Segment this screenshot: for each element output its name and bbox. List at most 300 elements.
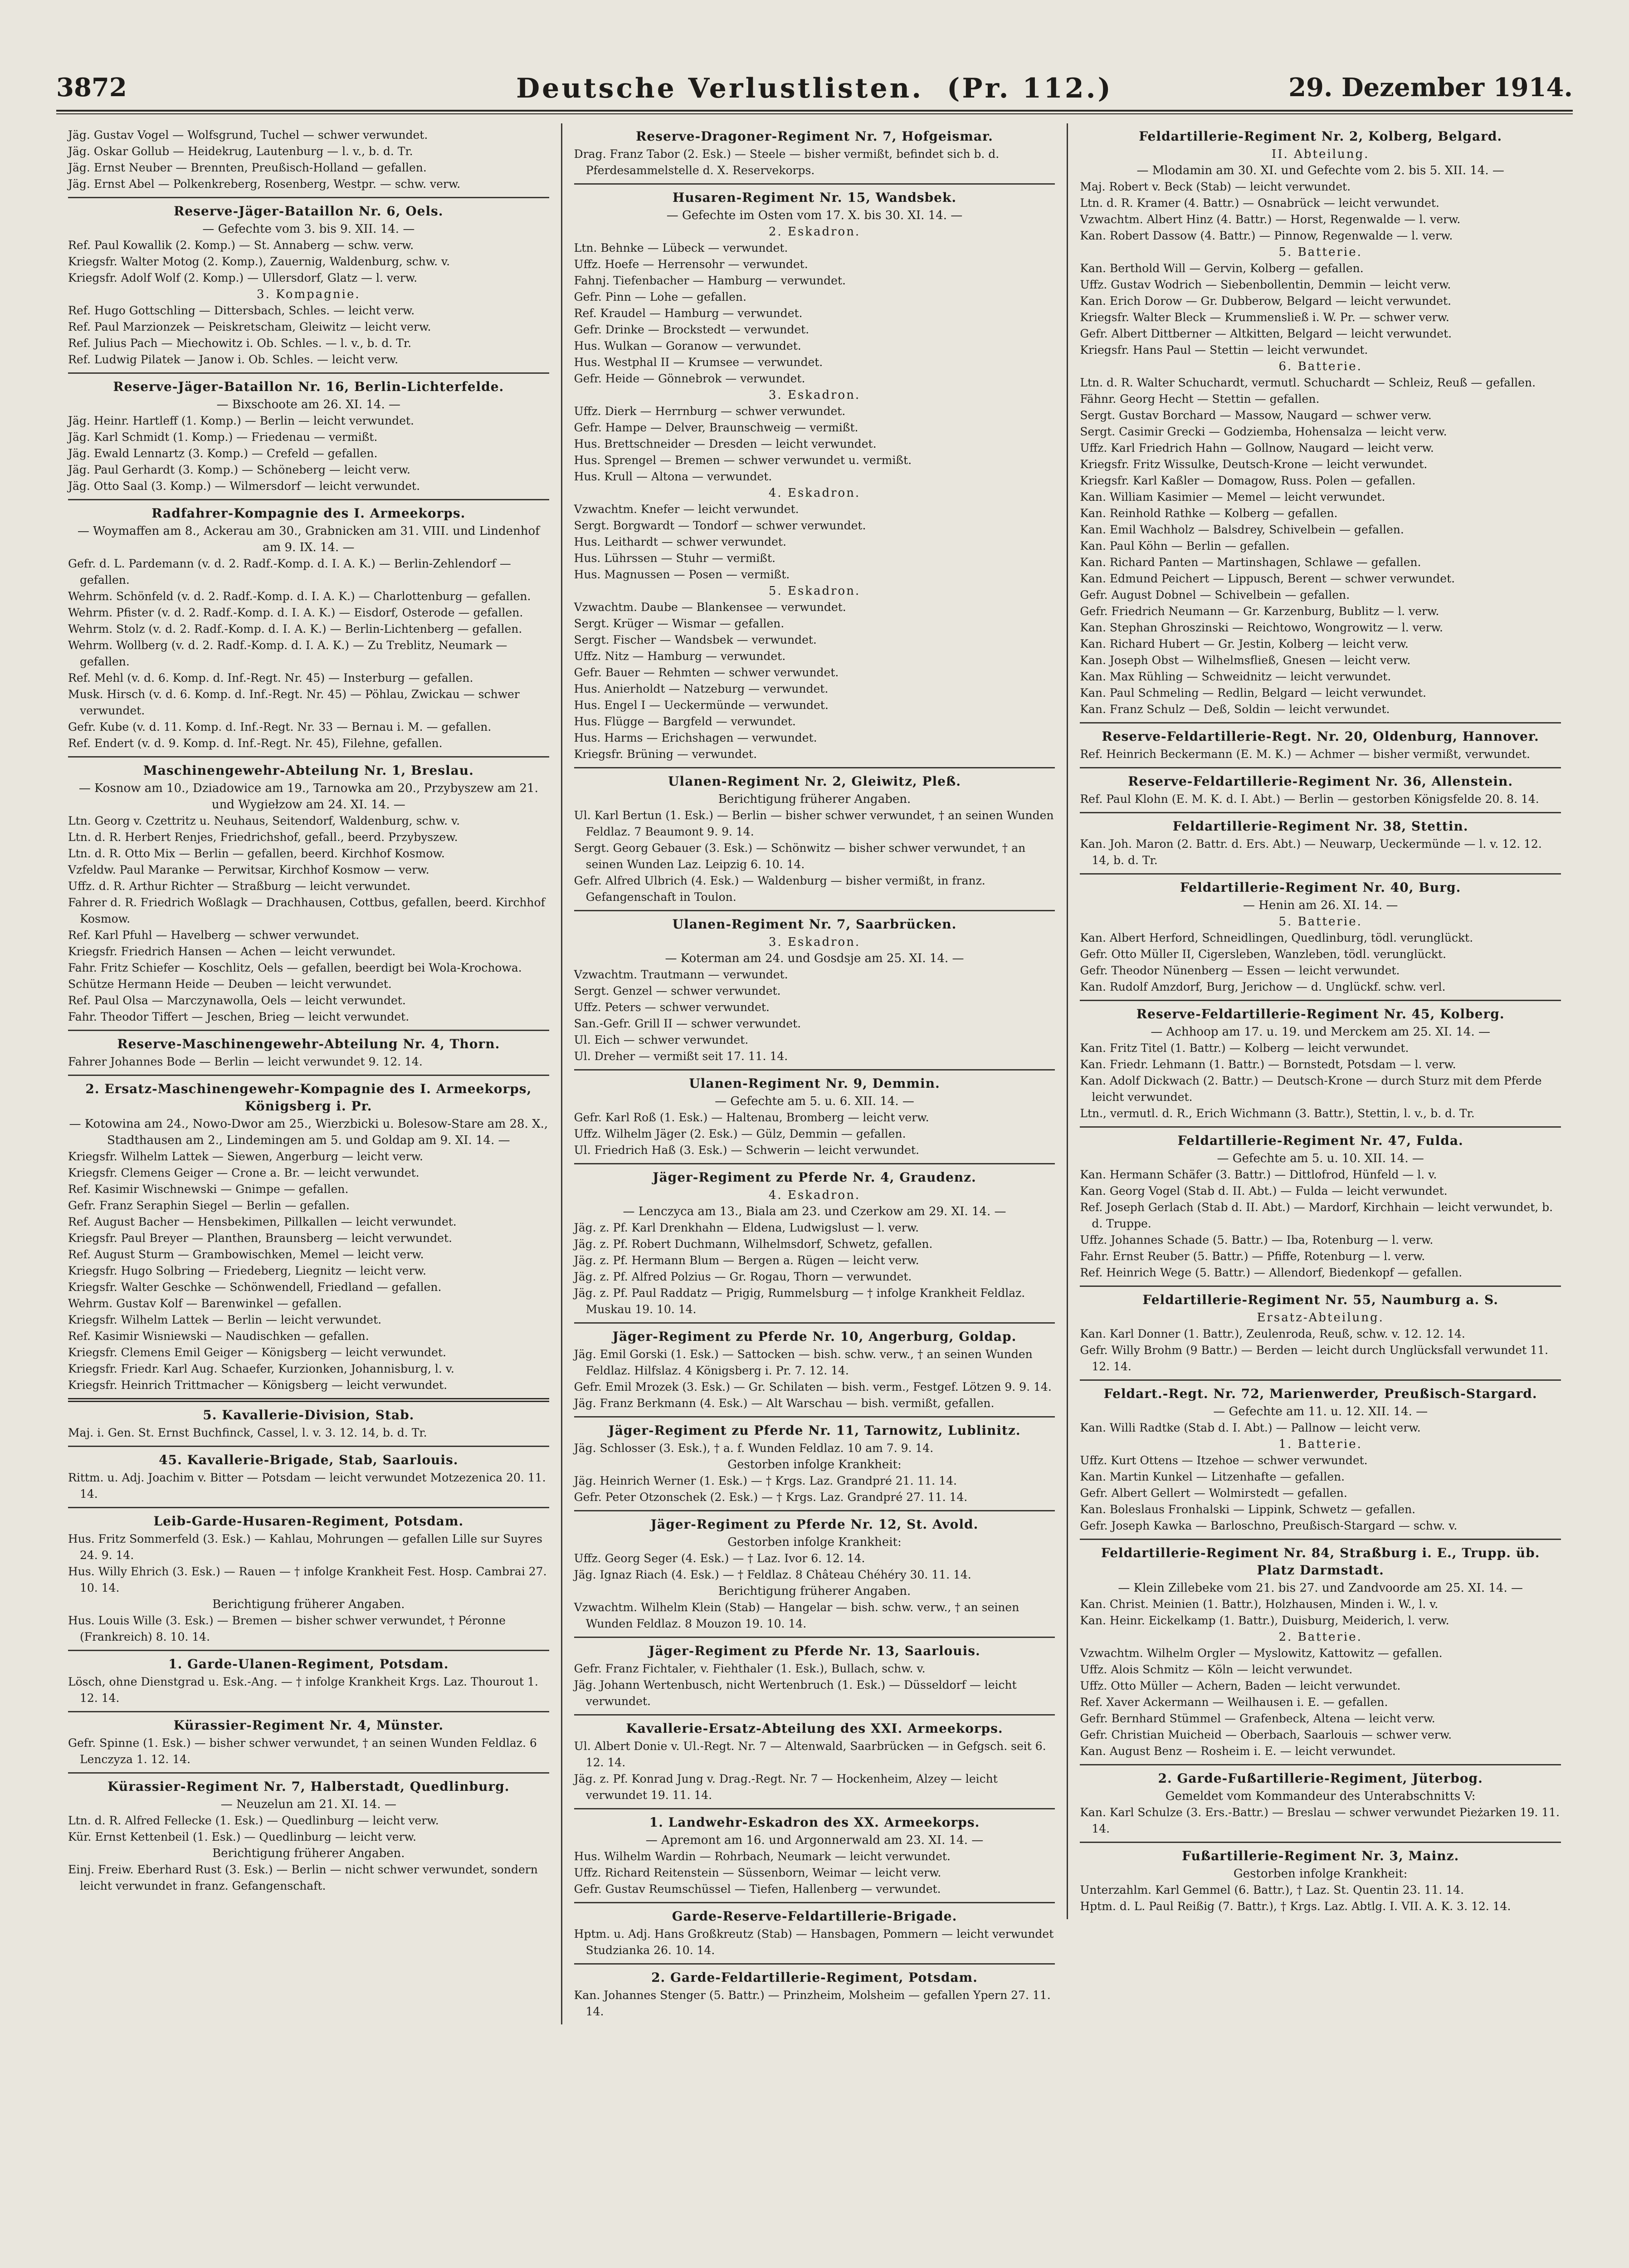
subsection-heading: 4. Eskadron. [768, 486, 861, 500]
casualty-entry: Kan. Friedr. Lehmann (1. Battr.) — Bornstedt, Potsdam — l. verw. [1080, 1058, 1456, 1071]
casualty-entry: Kriegsfr. Hugo Solbring — Friedeberg, Liegnitz — leicht verw. [68, 1264, 426, 1277]
section-title: Radfahrer-Kompagnie des I. Armeekorps. [151, 506, 466, 521]
page-header [56, 68, 1573, 110]
casualty-entry: Gefr. Bernhard Stümmel — Grafenbeck, Altena — leicht verw. [1080, 1712, 1435, 1725]
column-middle [561, 123, 1067, 2024]
casualty-entry: Hus. Lührssen — Stuhr — vermißt. [574, 552, 775, 565]
regiment-section [68, 372, 549, 499]
subsection-heading: 2. Eskadron. [768, 225, 861, 239]
casualty-entry: Lösch, ohne Dienstgrad u. Esk.-Ang. — † infolge Krankheit Krgs. Laz. Thourout 1. 12. 14. [68, 1675, 538, 1705]
casualty-entry: Fahr. Theodor Tiffert — Jeschen, Brieg — leicht verwundet. [68, 1010, 410, 1023]
regiment-section [574, 767, 1055, 910]
casualty-entry: Hus. Westphal II — Krumsee — verwundet. [574, 356, 823, 369]
regiment-section [68, 756, 549, 1030]
casualty-entry: Ref. Heinrich Beckermann (E. M. K.) — Achmer — bisher vermißt, verwundet. [1080, 748, 1530, 761]
casualty-entry: Kan. Heinr. Eickelkamp (1. Battr.), Duisburg, Meiderich, l. verw. [1080, 1614, 1449, 1627]
casualty-entry: Ul. Dreher — vermißt seit 17. 11. 14. [574, 1050, 788, 1063]
casualty-entry: Kriegsfr. Fritz Wissulke, Deutsch-Krone — leicht verwundet. [1080, 458, 1428, 471]
casualty-entry: Ltn. Behnke — Lübeck — verwundet. [574, 241, 788, 254]
casualty-entry: Sergt. Genzel — schwer verwundet. [574, 984, 781, 997]
casualty-entry: Ref. Endert (v. d. 9. Komp. d. Inf.-Regt. Nr. 45), Filehne, gefallen. [68, 737, 443, 750]
casualty-entry: Gefr. Franz Seraphin Siegel — Berlin — gefallen. [68, 1199, 350, 1212]
subsection-heading: 1. Batterie. [1278, 1437, 1362, 1451]
section-title: Reserve-Dragoner-Regiment Nr. 7, Hofgeismar. [636, 129, 993, 144]
regiment-section [68, 1398, 549, 1446]
casualty-entry: Kan. Boleslaus Fronhalski — Lippink, Schwetz — gefallen. [1080, 1503, 1416, 1516]
casualty-entry: Gefr. Albert Dittberner — Altkitten, Belgard — leicht verwundet. [1080, 327, 1452, 340]
casualty-entry: Kriegsfr. Walter Motog (2. Komp.), Zauernig, Waldenburg, schw. v. [68, 255, 450, 268]
section-title: Ulanen-Regiment Nr. 2, Gleiwitz, Pleß. [668, 774, 961, 789]
section-note: Berichtigung früherer Angaben. [212, 1847, 405, 1860]
casualty-entry: Kriegsfr. Paul Breyer — Planthen, Braunsberg — leicht verwundet. [68, 1232, 452, 1245]
casualty-entry: Hus. Louis Wille (3. Esk.) — Bremen — bisher schwer verwundet, † Péronne (Frankreich) 8. 10. 14. [68, 1614, 506, 1643]
section-note: Gemeldet vom Kommandeur des Unterabschnitts V: [1165, 1789, 1476, 1803]
casualty-entry: Kan. Richard Panten — Martinshagen, Schlawe — gefallen. [1080, 556, 1421, 569]
casualty-entry: Uffz. Gustav Wodrich — Siebenbollentin, Demmin — leicht verw. [1080, 278, 1451, 291]
casualty-entry: Gefr. Hampe — Delver, Braunschweig — vermißt. [574, 421, 858, 434]
casualty-entry: Kan. Willi Radtke (Stab d. I. Abt.) — Pallnow — leicht verw. [1080, 1421, 1421, 1434]
casualty-entry: Kan. Paul Köhn — Berlin — gefallen. [1080, 539, 1290, 552]
casualty-entry: Fahr. Ernst Reuber (5. Battr.) — Pfiffe, Rotenburg — l. verw. [1080, 1250, 1425, 1263]
casualty-entry: Musk. Hirsch (v. d. 6. Komp. d. Inf.-Regt. Nr. 45) — Pöhlau, Zwickau — schwer verwundet. [68, 688, 520, 717]
section-title: Feldartillerie-Regiment Nr. 40, Burg. [1180, 880, 1461, 895]
regiment-section [1080, 767, 1561, 812]
regiment-section [68, 499, 549, 756]
casualty-entry: Hus. Sprengel — Bremen — schwer verwundet u. vermißt. [574, 454, 912, 467]
casualty-entry: Gefr. Theodor Nünenberg — Essen — leicht verwundet. [1080, 964, 1400, 977]
regiment-section [1080, 123, 1561, 722]
regiment-section [68, 1650, 549, 1711]
section-note: — Kosnow am 10., Dziadowice am 19., Tarnowka am 20., Przybyszew am 21. und Wygiełzow am 24. XI. 14. — [78, 782, 538, 811]
casualty-entry: Kan. Adolf Dickwach (2. Battr.) — Deutsch-Krone — durch Sturz mit dem Pferde leicht verwundet. [1080, 1074, 1542, 1104]
casualty-entry: Uffz. Otto Müller — Achern, Baden — leicht verwundet. [1080, 1679, 1401, 1692]
casualty-entry: Ltn. d. R. Otto Mix — Berlin — gefallen, beerd. Kirchhof Kosmow. [68, 847, 445, 860]
section-note: — Gefechte am 5. u. 10. XII. 14. — [1217, 1152, 1424, 1165]
casualty-entry: Jäg. Otto Saal (3. Komp.) — Wilmersdorf — leicht verwundet. [68, 479, 420, 493]
casualty-entry: Fahr. Fritz Schiefer — Koschlitz, Oels — gefallen, beerdigt bei Wola-Krochowa. [68, 961, 522, 974]
subsection-heading: Ersatz-Abteilung. [1257, 1311, 1384, 1325]
regiment-section [574, 1069, 1055, 1163]
issue-number: (Pr. 112.) [946, 73, 1113, 104]
casualty-entry: Wehrm. Stolz (v. d. 2. Radf.-Komp. d. I. A. K.) — Berlin-Lichtenberg — gefallen. [68, 622, 522, 635]
casualty-entry: Ref. Kasimir Wischnewski — Gnimpe — gefallen. [68, 1183, 349, 1196]
casualty-entry: Kan. Joh. Maron (2. Battr. d. Ers. Abt.) — Neuwarp, Ueckermünde — l. v. 12. 12. 14, b. d. Tr. [1080, 837, 1542, 867]
casualty-entry: Kriegsfr. Friedr. Karl Aug. Schaefer, Kurzionken, Johannisburg, l. v. [68, 1362, 454, 1375]
section-note: — Klein Zillebeke vom 21. bis 27. und Zandvoorde am 25. XI. 14. — [1118, 1581, 1523, 1595]
casualty-entry: Ref. Hugo Gottschling — Dittersbach, Schles. — leicht verw. [68, 304, 415, 317]
casualty-entry: Gefr. Alfred Ulbrich (4. Esk.) — Waldenburg — bisher vermißt, in franz. Gefangenschaft in Toulon. [574, 874, 985, 904]
section-title: Ulanen-Regiment Nr. 9, Demmin. [689, 1076, 940, 1091]
casualty-entry: Fahrer Johannes Bode — Berlin — leicht verwundet 9. 12. 14. [68, 1055, 423, 1068]
regiment-section [574, 183, 1055, 767]
casualty-entry: Uffz. Richard Reitenstein — Süssenborn, Weimar — leicht verw. [574, 1866, 941, 1879]
casualty-entry: Kan. Paul Schmeling — Redlin, Belgard — leicht verwundet. [1080, 686, 1426, 699]
casualty-entry: Kan. Rudolf Amzdorf, Burg, Jerichow — d. Unglückf. schw. verl. [1080, 980, 1446, 993]
casualty-entry: Sergt. Gustav Borchard — Massow, Naugard — schwer verw. [1080, 409, 1432, 422]
casualty-entry: Kan. Edmund Peichert — Lippusch, Berent — schwer verwundet. [1080, 572, 1455, 585]
section-title: Reserve-Jäger-Bataillon Nr. 6, Oels. [174, 204, 444, 219]
regiment-section [1080, 1286, 1561, 1379]
casualty-entry: Kan. Richard Hubert — Gr. Jestin, Kolberg — leicht verw. [1080, 637, 1409, 650]
subsection-heading: II. Abteilung. [1272, 147, 1370, 161]
casualty-entry: Ltn. d. R. Kramer (4. Battr.) — Osnabrück — leicht verwundet. [1080, 196, 1439, 210]
regiment-section [1080, 1764, 1561, 1842]
page-number: 3872 [56, 73, 127, 103]
regiment-section [574, 1637, 1055, 1714]
casualty-entry: Ltn., vermutl. d. R., Erich Wichmann (3. Battr.), Stettin, l. v., b. d. Tr. [1080, 1107, 1475, 1120]
regiment-section [68, 1772, 549, 1899]
casualty-entry: Hus. Harms — Erichshagen — verwundet. [574, 731, 817, 744]
casualty-entry: Sergt. Georg Gebauer (3. Esk.) — Schönwitz — bisher schwer verwundet, † an seinen Wunden Laz. Leipzig 6. 10. 14. [574, 841, 1026, 871]
regiment-section [1080, 873, 1561, 1000]
casualty-entry: Jäg. Ernst Neuber — Brennten, Preußisch-Holland — gefallen. [68, 161, 427, 174]
casualty-entry: Gefr. Kube (v. d. 11. Komp. d. Inf.-Regt. Nr. 33 — Bernau i. M. — gefallen. [68, 720, 492, 733]
casualty-entry: Hptm. u. Adj. Hans Großkreutz (Stab) — Hansbagen, Pommern — leicht verwundet Studzianka 26. 10. 14. [574, 1927, 1054, 1957]
section-note: — Koterman am 24. und Gosdsje am 25. XI. 14. — [665, 952, 964, 965]
casualty-entry: Kriegsfr. Wilhelm Lattek — Siewen, Angerburg — leicht verw. [68, 1150, 423, 1163]
casualty-entry: Maj. i. Gen. St. Ernst Buchfinck, Cassel, l. v. 3. 12. 14, b. d. Tr. [68, 1426, 427, 1439]
section-note: Gestorben infolge Krankheit: [727, 1535, 902, 1549]
regiment-section [574, 910, 1055, 1069]
regiment-section [574, 1510, 1055, 1637]
section-note: Gestorben infolge Krankheit: [1233, 1867, 1408, 1881]
casualty-entry: Gefr. Drinke — Brockstedt — verwundet. [574, 323, 810, 336]
casualty-entry: Ul. Karl Bertun (1. Esk.) — Berlin — bisher schwer verwundet, † an seinen Wunden Feldlaz. 7 Beaumont 9. 9. 14. [574, 809, 1054, 838]
casualty-entry: Gefr. Pinn — Lohe — gefallen. [574, 290, 746, 303]
casualty-entry: Ref. Karl Pfuhl — Havelberg — schwer verwundet. [68, 929, 360, 942]
casualty-entry: Uffz. Kurt Ottens — Itzehoe — schwer verwundet. [1080, 1454, 1368, 1467]
regiment-section [574, 1163, 1055, 1322]
casualty-entry: Uffz. Georg Seger (4. Esk.) — † Laz. Ivor 6. 12. 14. [574, 1552, 865, 1565]
section-note: — Woymaffen am 8., Ackerau am 30., Grabnicken am 31. VIII. und Lindenhof am 9. IX. 14. — [77, 524, 540, 554]
casualty-entry: Hptm. d. L. Paul Reißig (7. Battr.), † Krgs. Laz. Abtlg. I. VII. A. K. 3. 12. 14. [1080, 1900, 1511, 1913]
casualty-entry: Kan. Emil Wachholz — Balsdrey, Schivelbein — gefallen. [1080, 523, 1404, 536]
casualty-entry: San.-Gefr. Grill II — schwer verwundet. [574, 1017, 801, 1030]
casualty-entry: Jäg. z. Pf. Paul Raddatz — Prigig, Rummelsburg — † infolge Krankheit Feldlaz. Muskau 19. 10. 14. [574, 1286, 1025, 1316]
casualty-entry: Kriegsfr. Brüning — verwundet. [574, 748, 757, 761]
section-note: Berichtigung früherer Angaben. [212, 1598, 405, 1611]
casualty-entry: Ref. Kasimir Wisniewski — Naudischken — gefallen. [68, 1330, 369, 1343]
section-title: Maschinengewehr-Abteilung Nr. 1, Breslau. [143, 763, 474, 778]
casualty-entry: Ref. Paul Klohn (E. M. K. d. I. Abt.) — Berlin — gestorben Königsfelde 20. 8. 14. [1080, 792, 1539, 806]
casualty-entry: Jäg. Schlosser (3. Esk.), † a. f. Wunden Feldlaz. 10 am 7. 9. 14. [574, 1442, 934, 1455]
casualty-entry: Jäg. z. Pf. Robert Duchmann, Wilhelmsdorf, Schwetz, gefallen. [574, 1237, 933, 1251]
casualty-entry: Hus. Flügge — Bargfeld — verwundet. [574, 715, 796, 728]
casualty-entry: Rittm. u. Adj. Joachim v. Bitter — Potsdam — leicht verwundet Motzezenica 20. 11. 14. [68, 1471, 546, 1501]
casualty-entry: Gefr. d. L. Pardemann (v. d. 2. Radf.-Komp. d. I. A. K.) — Berlin-Zehlendorf — gefallen. [68, 557, 511, 587]
casualty-entry: Kan. Johannes Stenger (5. Battr.) — Prinzheim, Molsheim — gefallen Ypern 27. 11. 14. [574, 1989, 1051, 2018]
regiment-section [68, 123, 549, 197]
casualty-entry: Hus. Brettschneider — Dresden — leicht verwundet. [574, 437, 877, 450]
subsection-heading: 3. Eskadron. [768, 388, 861, 402]
section-title: Feldartillerie-Regiment Nr. 38, Stettin. [1172, 819, 1468, 834]
casualty-entry: Gefr. August Dobnel — Schivelbein — gefallen. [1080, 588, 1350, 601]
casualty-entry: Ltn. Georg v. Czettritz u. Neuhaus, Seitendorf, Waldenburg, schw. v. [68, 814, 460, 827]
casualty-entry: Sergt. Fischer — Wandsbek — verwundet. [574, 633, 817, 646]
section-note: Berichtigung früherer Angaben. [718, 792, 911, 806]
casualty-entry: Ref. Paul Olsa — Marczynawolla, Oels — leicht verwundet. [68, 994, 406, 1007]
casualty-entry: Kriegsfr. Heinrich Trittmacher — Königsberg — leicht verwundet. [68, 1378, 448, 1392]
casualty-entry: Uffz. Peters — schwer verwundet. [574, 1001, 770, 1014]
section-title: Reserve-Maschinengewehr-Abteilung Nr. 4, Thorn. [117, 1036, 500, 1051]
section-title: Jäger-Regiment zu Pferde Nr. 13, Saarlouis. [649, 1643, 980, 1658]
section-title: Reserve-Feldartillerie-Regt. Nr. 20, Oldenburg, Hannover. [1102, 729, 1539, 744]
casualty-entry: Ltn. d. R. Alfred Fellecke (1. Esk.) — Quedlinburg — leicht verw. [68, 1814, 439, 1827]
regiment-section [68, 197, 549, 372]
casualty-entry: Einj. Freiw. Eberhard Rust (3. Esk.) — Berlin — nicht schwer verwundet, sondern leicht verwundet in franz. Gefangenschaft. [68, 1863, 538, 1892]
casualty-entry: Kriegsfr. Clemens Geiger — Crone a. Br. — leicht verwundet. [68, 1166, 419, 1179]
casualty-entry: Jäg. z. Pf. Karl Drenkhahn — Eldena, Ludwigslust — l. verw. [574, 1221, 919, 1234]
section-note: Berichtigung früherer Angaben. [718, 1584, 911, 1598]
casualty-entry: Hus. Anierholdt — Natzeburg — verwundet. [574, 682, 829, 695]
casualty-entry: Kan. Franz Schulz — Deß, Soldin — leicht verwundet. [1080, 703, 1390, 716]
regiment-section [1080, 812, 1561, 873]
section-title: Reserve-Feldartillerie-Regiment Nr. 36, Allenstein. [1128, 774, 1513, 789]
publication-title: Deutsche Verlustlisten. [516, 73, 924, 104]
casualty-entry: Ref. Mehl (v. d. 6. Komp. d. Inf.-Regt. Nr. 45) — Insterburg — gefallen. [68, 671, 473, 684]
casualty-entry: Uffz. Hoefe — Herrensohr — verwundet. [574, 258, 808, 271]
casualty-entry: Kriegsfr. Karl Kaßler — Domagow, Russ. Polen — gefallen. [1080, 474, 1416, 487]
casualty-entry: Gefr. Emil Mrozek (3. Esk.) — Gr. Schilaten — bish. verm., Festgef. Lötzen 9. 9. 14. [574, 1380, 1052, 1393]
casualty-entry: Hus. Krull — Altona — verwundet. [574, 470, 772, 483]
section-note: Gestorben infolge Krankheit: [727, 1458, 902, 1471]
casualty-entry: Uffz. Wilhelm Jäger (2. Esk.) — Gülz, Demmin — gefallen. [574, 1127, 906, 1140]
casualty-entry: Unterzahlm. Karl Gemmel (6. Battr.), † Laz. St. Quentin 23. 11. 14. [1080, 1883, 1464, 1897]
casualty-entry: Hus. Wulkan — Goranow — verwundet. [574, 339, 801, 352]
casualty-entry: Kan. Georg Vogel (Stab d. II. Abt.) — Fulda — leicht verwundet. [1080, 1184, 1448, 1198]
subsection-heading: 3. Eskadron. [768, 935, 861, 949]
section-title: 2. Ersatz-Maschinengewehr-Kompagnie des I. Armeekorps, Königsberg i. Pr. [85, 1081, 532, 1114]
regiment-section [68, 1030, 549, 1075]
casualty-entry: Schütze Hermann Heide — Deuben — leicht verwundet. [68, 978, 392, 991]
casualty-entry: Gefr. Peter Otzonschek (2. Esk.) — † Krgs. Laz. Grandpré 27. 11. 14. [574, 1491, 968, 1504]
casualty-entry: Drag. Franz Tabor (2. Esk.) — Steele — bisher vermißt, befindet sich b. d. Pferdesammelstelle d. X. Reservekorps. [574, 147, 1000, 177]
casualty-entry: Jäg. Johann Wertenbusch, nicht Wertenbruch (1. Esk.) — Düsseldorf — leicht verwundet. [574, 1678, 1017, 1708]
casualty-entry: Uffz. Nitz — Hamburg — verwundet. [574, 650, 786, 663]
subsection-heading: 4. Eskadron. [768, 1188, 861, 1202]
section-title: Fußartillerie-Regiment Nr. 3, Mainz. [1182, 1848, 1459, 1863]
casualty-entry: Ul. Eich — schwer verwundet. [574, 1033, 749, 1046]
section-title: Feldart.-Regt. Nr. 72, Marienwerder, Preußisch-Stargard. [1103, 1386, 1537, 1401]
casualty-entry: Fahnj. Tiefenbacher — Hamburg — verwundet. [574, 274, 846, 287]
casualty-entry: Jäg. Ewald Lennartz (3. Komp.) — Crefeld — gefallen. [68, 447, 378, 460]
subsection-heading: 5. Batterie. [1278, 915, 1362, 929]
casualty-entry: Maj. Robert v. Beck (Stab) — leicht verwundet. [1080, 180, 1351, 193]
casualty-entry: Vzwachtm. Trautmann — verwundet. [574, 968, 788, 981]
regiment-section [574, 1322, 1055, 1416]
casualty-entry: Kan. August Benz — Rosheim i. E. — leicht verwundet. [1080, 1745, 1396, 1758]
casualty-entry: Uffz. Alois Schmitz — Köln — leicht verwundet. [1080, 1663, 1353, 1676]
casualty-entry: Jäg. Ignaz Riach (4. Esk.) — † Feldlaz. 8 Château Chéhéry 30. 11. 14. [574, 1568, 971, 1581]
subsection-heading: 5. Batterie. [1278, 245, 1362, 259]
regiment-section [574, 123, 1055, 183]
regiment-section [574, 1808, 1055, 1902]
casualty-entry: Gefr. Joseph Kawka — Barloschno, Preußisch-Stargard — schw. v. [1080, 1519, 1458, 1532]
casualty-entry: Ref. Julius Pach — Miechowitz i. Ob. Schles. — l. v., b. d. Tr. [68, 337, 412, 350]
casualty-entry: Ul. Albert Donie v. Ul.-Regt. Nr. 7 — Altenwald, Saarbrücken — in Gefgsch. seit 6. 12. 14. [574, 1740, 1046, 1769]
section-note: — Achhoop am 17. u. 19. und Merckem am 25. XI. 14. — [1151, 1025, 1490, 1039]
section-title: Jäger-Regiment zu Pferde Nr. 4, Graudenz. [653, 1170, 976, 1185]
casualty-entry: Jäg. Karl Schmidt (1. Komp.) — Friedenau — vermißt. [68, 430, 378, 444]
section-title: Feldartillerie-Regiment Nr. 55, Naumburg a. S. [1142, 1292, 1498, 1307]
casualty-entry: Jäg. Heinr. Hartleff (1. Komp.) — Berlin — leicht verwundet. [68, 414, 414, 427]
casualty-entry: Hus. Willy Ehrich (3. Esk.) — Rauen — † infolge Krankheit Fest. Hosp. Cambrai 27. 10. 14. [68, 1565, 547, 1594]
casualty-entry: Wehrm. Wollberg (v. d. 2. Radf.-Komp. d. I. A. K.) — Zu Treblitz, Neumark — gefallen. [68, 639, 507, 668]
casualty-entry: Jäg. Franz Berkmann (4. Esk.) — Alt Warschau — bish. vermißt, gefallen. [574, 1397, 995, 1410]
casualty-entry: Uffz. Dierk — Herrnburg — schwer verwundet. [574, 405, 846, 418]
casualty-entry: Kan. Stephan Ghroszinski — Reichtowo, Wongrowitz — l. verw. [1080, 621, 1443, 634]
casualty-entry: Fahrer d. R. Friedrich Woßlagk — Drachhausen, Cottbus, gefallen, beerd. Kirchhof Kosmow. [68, 896, 545, 925]
casualty-entry: Uffz. d. R. Arthur Richter — Straßburg — leicht verwundet. [68, 880, 411, 893]
section-title: Leib-Garde-Husaren-Regiment, Potsdam. [153, 1514, 464, 1529]
section-title: Reserve-Jäger-Bataillon Nr. 16, Berlin-Lichterfelde. [113, 379, 504, 394]
section-title: Husaren-Regiment Nr. 15, Wandsbek. [672, 190, 957, 205]
section-note: — Lenczyca am 13., Biala am 23. und Czerkow am 29. XI. 14. — [623, 1205, 1006, 1218]
casualty-entry: Ul. Friedrich Haß (3. Esk.) — Schwerin — leicht verwundet. [574, 1144, 919, 1157]
casualty-entry: Jäg. Paul Gerhardt (3. Komp.) — Schöneberg — leicht verw. [68, 463, 411, 476]
casualty-entry: Hus. Fritz Sommerfeld (3. Esk.) — Kahlau, Mohrungen — gefallen Lille sur Suyres 24. 9. 14. [68, 1532, 542, 1562]
casualty-entry: Sergt. Krüger — Wismar — gefallen. [574, 617, 785, 630]
section-title: Jäger-Regiment zu Pferde Nr. 10, Angerburg, Goldap. [612, 1329, 1017, 1344]
regiment-section [68, 1446, 549, 1507]
casualty-entry: Kan. Reinhold Rathke — Kolberg — gefallen. [1080, 507, 1338, 520]
casualty-entry: Wehrm. Schönfeld (v. d. 2. Radf.-Komp. d. I. A. K.) — Charlottenburg — gefallen. [68, 590, 531, 603]
casualty-entry: Kan. Fritz Titel (1. Battr.) — Kolberg — leicht verwundet. [1080, 1041, 1409, 1055]
casualty-entry: Gefr. Otto Müller II, Cigersleben, Wanzleben, tödl. verunglückt. [1080, 948, 1446, 961]
regiment-section [1080, 1842, 1561, 1919]
casualty-entry: Ref. Kraudel — Hamburg — verwundet. [574, 307, 803, 320]
casualty-entry: Gefr. Franz Fichtaler, v. Fiehthaler (1. Esk.), Bullach, schw. v. [574, 1662, 926, 1675]
casualty-entry: Jäg. Oskar Gollub — Heidekrug, Lautenburg — l. v., b. d. Tr. [68, 145, 413, 158]
casualty-entry: Gefr. Karl Roß (1. Esk.) — Haltenau, Bromberg — leicht verw. [574, 1111, 929, 1124]
column-left [56, 123, 561, 1899]
casualty-entry: Ref. Heinrich Wege (5. Battr.) — Allendorf, Biedenkopf — gefallen. [1080, 1266, 1463, 1279]
casualty-entry: Kan. Max Rühling — Schweidnitz — leicht verwundet. [1080, 670, 1391, 683]
casualty-entry: Ltn. d. R. Walter Schuchardt, vermutl. Schuchardt — Schleiz, Reuß — gefallen. [1080, 376, 1536, 389]
section-note: — Bixschoote am 26. XI. 14. — [216, 398, 401, 411]
casualty-entry: Ref. Joseph Gerlach (Stab d. II. Abt.) — Mardorf, Kirchhain — leicht verwundet, b. d. Truppe. [1080, 1201, 1553, 1230]
regiment-section [574, 1416, 1055, 1510]
casualty-entry: Jäg. Ernst Abel — Polkenkreberg, Rosenberg, Westpr. — schw. verw. [68, 177, 461, 191]
casualty-entry: Kriegsfr. Adolf Wolf (2. Komp.) — Ullersdorf, Glatz — l. verw. [68, 271, 418, 284]
regiment-section [68, 1507, 549, 1650]
casualty-entry: Sergt. Casimir Grecki — Godziemba, Hohensalza — leicht verw. [1080, 425, 1447, 438]
casualty-entry: Kür. Ernst Kettenbeil (1. Esk.) — Quedlinburg — leicht verw. [68, 1830, 416, 1843]
text-columns [56, 123, 1573, 2024]
section-title: Feldartillerie-Regiment Nr. 47, Fulda. [1177, 1133, 1463, 1148]
casualty-entry: Ref. Paul Kowallik (2. Komp.) — St. Annaberg — schw. verw. [68, 239, 414, 252]
casualty-entry: Vzfeldw. Paul Maranke — Perwitsar, Kirchhof Kosmow — verw. [68, 863, 429, 876]
section-title: Ulanen-Regiment Nr. 7, Saarbrücken. [672, 917, 957, 932]
casualty-entry: Vzwachtm. Wilhelm Orgler — Myslowitz, Kattowitz — gefallen. [1080, 1647, 1443, 1660]
header-rule [56, 110, 1573, 114]
section-title: 2. Garde-Fußartillerie-Regiment, Jüterbog. [1158, 1771, 1483, 1786]
section-note: — Gefechte am 5. u. 6. XII. 14. — [715, 1095, 914, 1108]
subsection-heading: 3. Kompagnie. [257, 288, 361, 301]
casualty-entry: Kan. Karl Schulze (3. Ers.-Battr.) — Breslau — schwer verwundet Pieżarken 19. 11. 14. [1080, 1806, 1560, 1835]
issue-date: 29. Dezember 1914. [1288, 73, 1573, 103]
section-title: 2. Garde-Feldartillerie-Regiment, Potsdam. [651, 1970, 978, 1985]
regiment-section [574, 1714, 1055, 1808]
regiment-section [574, 1963, 1055, 2024]
casualty-entry: Hus. Wilhelm Wardin — Rohrbach, Neumark — leicht verwundet. [574, 1850, 951, 1863]
casualty-entry: Kan. Martin Kunkel — Litzenhafte — gefallen. [1080, 1470, 1345, 1483]
casualty-entry: Gefr. Friedrich Neumann — Gr. Karzenburg, Bublitz — l. verw. [1080, 605, 1439, 618]
section-note: — Neuzelun am 21. XI. 14. — [220, 1798, 396, 1811]
casualty-entry: Vzwachtm. Knefer — leicht verwundet. [574, 503, 799, 516]
regiment-section [68, 1075, 549, 1398]
section-note: — Gefechte im Osten vom 17. X. bis 30. XI. 14. — [666, 209, 963, 222]
casualty-entry: Wehrm. Gustav Kolf — Barenwinkel — gefallen. [68, 1297, 342, 1310]
subsection-heading: 6. Batterie. [1278, 360, 1362, 373]
casualty-entry: Gefr. Spinne (1. Esk.) — bisher schwer verwundet, † an seinen Wunden Feldlaz. 6 Lenczyza 1. 12. 14. [68, 1736, 537, 1766]
regiment-section [68, 1711, 549, 1772]
column-right [1067, 123, 1573, 1919]
casualty-entry: Kan. Hermann Schäfer (3. Battr.) — Dittlofrod, Hünfeld — l. v. [1080, 1168, 1437, 1181]
casualty-entry: Uffz. Karl Friedrich Hahn — Gollnow, Naugard — leicht verw. [1080, 441, 1434, 455]
section-title: Garde-Reserve-Feldartillerie-Brigade. [672, 1909, 957, 1924]
section-title: Feldartillerie-Regiment Nr. 84, Straßburg i. E., Trupp. üb. Platz Darmstadt. [1101, 1545, 1540, 1578]
casualty-entry: Kriegsfr. Walter Bleck — Krummensließ i. W. Pr. — schwer verw. [1080, 311, 1449, 324]
casualty-entry: Jäg. z. Pf. Alfred Polzius — Gr. Rogau, Thorn — verwundet. [574, 1270, 912, 1283]
casualty-entry: Gefr. Albert Gellert — Wolmirstedt — gefallen. [1080, 1486, 1347, 1500]
section-note: — Apremont am 16. und Argonnerwald am 23. XI. 14. — [645, 1833, 984, 1847]
casualty-entry: Fähnr. Georg Hecht — Stettin — gefallen. [1080, 392, 1320, 406]
casualty-entry: Kriegsfr. Friedrich Hansen — Achen — leicht verwundet. [68, 945, 396, 958]
casualty-entry: Sergt. Borgwardt — Tondorf — schwer verwundet. [574, 519, 866, 532]
section-title: Kavallerie-Ersatz-Abteilung des XXI. Armeekorps. [626, 1721, 1003, 1736]
casualty-entry: Kriegsfr. Clemens Emil Geiger — Königsberg — leicht verwundet. [68, 1346, 446, 1359]
casualty-entry: Ref. August Sturm — Grambowischken, Memel — leicht verw. [68, 1248, 424, 1261]
regiment-section [1080, 1126, 1561, 1286]
regiment-section [1080, 1539, 1561, 1764]
casualty-entry: Ltn. d. R. Herbert Renjes, Friedrichshof, gefall., beerd. Przybyszew. [68, 831, 458, 844]
section-note: — Gefechte vom 3. bis 9. XII. 14. — [202, 222, 415, 236]
section-title: 1. Garde-Ulanen-Regiment, Potsdam. [168, 1657, 449, 1672]
subsection-heading: 2. Batterie. [1278, 1630, 1362, 1644]
regiment-section [1080, 722, 1561, 767]
casualty-entry: Vzwachtm. Daube — Blankensee — verwundet. [574, 601, 846, 614]
casualty-entry: Gefr. Christian Muicheid — Oberbach, Saarlouis — schwer verw. [1080, 1728, 1452, 1741]
regiment-section [1080, 1000, 1561, 1126]
casualty-entry: Hus. Engel I — Ueckermünde — verwundet. [574, 699, 829, 712]
casualty-entry: Kan. Berthold Will — Gervin, Kolberg — gefallen. [1080, 262, 1364, 275]
casualty-entry: Uffz. Johannes Schade (5. Battr.) — Iba, Rotenburg — l. verw. [1080, 1233, 1434, 1246]
casualty-entry: Kriegsfr. Wilhelm Lattek — Berlin — leicht verwundet. [68, 1313, 382, 1326]
section-note: — Henin am 26. XI. 14. — [1243, 899, 1398, 912]
casualty-entry: Kan. Erich Dorow — Gr. Dubberow, Belgard — leicht verwundet. [1080, 294, 1451, 308]
casualty-entry: Gefr. Willy Brohm (9 Battr.) — Berden — leicht durch Unglücksfall verwundet 11. 12. 14. [1080, 1344, 1548, 1373]
casualty-entry: Kriegsfr. Hans Paul — Stettin — leicht verwundet. [1080, 343, 1368, 357]
casualty-entry: Gefr. Gustav Reumschüssel — Tiefen, Hallenberg — verwundet. [574, 1882, 941, 1896]
casualty-entry: Vzwachtm. Wilhelm Klein (Stab) — Hangelar — bish. schw. verw., † an seinen Wunden Feldlaz. 8 Mouzon 19. 10. 14. [574, 1601, 1019, 1630]
casualty-entry: Ref. August Bacher — Hensbekimen, Pillkallen — leicht verwundet. [68, 1215, 457, 1228]
casualty-entry: Gefr. Heide — Gönnebrok — verwundet. [574, 372, 805, 385]
subsection-heading: 5. Eskadron. [768, 584, 861, 598]
regiment-section [574, 1902, 1055, 1963]
casualty-entry: Wehrm. Pfister (v. d. 2. Radf.-Komp. d. I. A. K.) — Eisdorf, Osterode — gefallen. [68, 606, 523, 619]
section-title: 1. Landwehr-Eskadron des XX. Armeekorps. [649, 1815, 980, 1830]
casualty-entry: Ref. Paul Marzionzek — Peiskretscham, Gleiwitz — leicht verw. [68, 320, 431, 333]
regiment-section [1080, 1379, 1561, 1539]
casualty-entry: Kriegsfr. Walter Geschke — Schönwendell, Friedland — gefallen. [68, 1281, 442, 1294]
section-title: Reserve-Feldartillerie-Regiment Nr. 45, Kolberg. [1136, 1007, 1505, 1022]
casualty-entry: Jäg. Gustav Vogel — Wolfsgrund, Tuchel — schwer verwundet. [68, 128, 428, 142]
section-title: Feldartillerie-Regiment Nr. 2, Kolberg, Belgard. [1139, 129, 1502, 144]
section-note: — Gefechte am 11. u. 12. XII. 14. — [1213, 1405, 1428, 1418]
section-title: Jäger-Regiment zu Pferde Nr. 11, Tarnowitz, Lublinitz. [608, 1423, 1021, 1438]
casualty-entry: Kan. Christ. Meinien (1. Battr.), Holzhausen, Minden i. W., l. v. [1080, 1598, 1439, 1611]
